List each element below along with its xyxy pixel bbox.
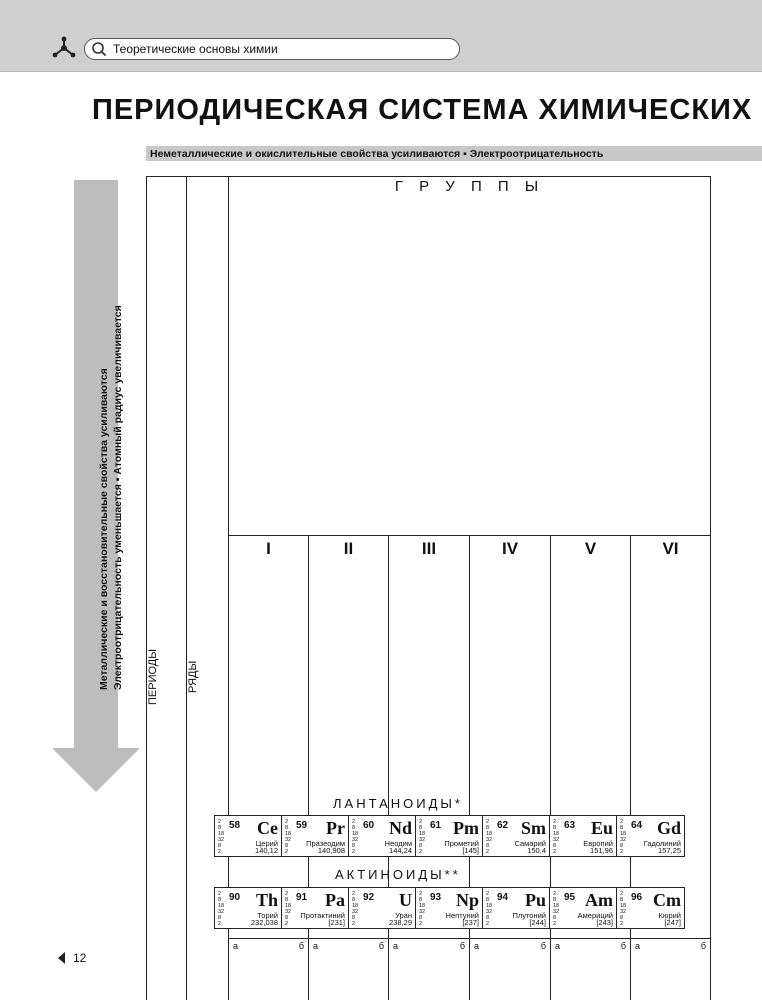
element-symbol: Pa: [325, 890, 345, 910]
series-element-Pr: [282, 816, 349, 856]
series-element-Th: [215, 888, 282, 928]
atomic-number: 93: [430, 892, 442, 903]
subgroup-b: б: [378, 940, 384, 951]
electron-shells: 2 8 18 32 8 2: [419, 891, 426, 927]
actinides-title: АКТИНОИДЫ**: [335, 867, 461, 882]
electron-shells: 2 8 18 32 8 2: [486, 819, 493, 855]
subgroup-b: б: [298, 940, 304, 951]
group-header-3: III: [389, 535, 470, 938]
electron-shells: 2 8 18 32 8 2: [419, 819, 426, 855]
atomic-number: 96: [631, 892, 643, 903]
element-symbol: Sm: [520, 818, 546, 838]
element-name: Кюрий: [658, 911, 681, 920]
series-element-Ce: [215, 816, 282, 856]
atomic-number: 59: [296, 820, 308, 831]
element-symbol: Pr: [326, 818, 345, 838]
atomic-number: 61: [430, 820, 442, 831]
element-name: Прометий: [444, 839, 479, 848]
atomic-number: 62: [497, 820, 509, 831]
atomic-mass: [231]: [328, 918, 345, 927]
element-symbol: Pm: [453, 818, 479, 838]
electron-shells: 2 8 18 32 8 2: [218, 819, 225, 855]
element-symbol: Ce: [257, 818, 278, 838]
element-symbol: U: [399, 890, 412, 910]
actinides-row: [214, 887, 685, 929]
group-subheader-2: [309, 938, 389, 1000]
atomic-number: 95: [564, 892, 576, 903]
electron-shells: 2 8 18 32 8 2: [218, 891, 225, 927]
trend-top-text: Неметаллические и окислительные свойства усиливаются ▪ Электроотрицательность: [150, 147, 604, 160]
atomic-number: 63: [564, 820, 576, 831]
subgroup-labels: [551, 939, 630, 954]
element-symbol: Nd: [388, 818, 412, 838]
element-name: Уран: [395, 911, 412, 920]
electron-shells: 2 8 18 32 8 2: [352, 819, 359, 855]
atomic-number: 91: [296, 892, 308, 903]
electron-shells: 2 8 18 32 8 2: [285, 819, 292, 855]
periods-label: ПЕРИОДЫ: [147, 649, 159, 705]
molecule-icon: [52, 36, 76, 60]
page-number: 12: [73, 951, 87, 965]
electron-shells: 2 8 18 32 8 2: [620, 819, 627, 855]
subgroup-b: б: [540, 940, 546, 951]
trend-down-arrow: [52, 180, 140, 792]
trend-side-line-1: Металлические и восстановительные свойства усиливаются: [98, 368, 110, 690]
group-header-4: IV: [470, 535, 551, 938]
trend-top-band: [146, 146, 762, 161]
element-name: Протактиний: [300, 911, 345, 920]
electron-shells: 2 8 18 32 8 2: [486, 891, 493, 927]
group-subheader-5: [551, 938, 631, 1000]
series-element-Cm: [617, 888, 684, 928]
prev-page-icon[interactable]: [58, 952, 65, 964]
series-element-Pu: [483, 888, 550, 928]
atomic-mass: 150,4: [527, 846, 546, 855]
subgroup-a: а: [474, 940, 480, 951]
atomic-number: 92: [363, 892, 375, 903]
lanthanides-row: [214, 815, 685, 857]
element-name: Плутоний: [512, 911, 546, 920]
groups-header: Г Р У П П Ы: [229, 177, 711, 536]
subgroup-labels: [631, 939, 710, 954]
series-element-Gd: [617, 816, 684, 856]
atomic-number: 94: [497, 892, 509, 903]
lanthanides-title: ЛАНТАНОИДЫ*: [333, 796, 463, 811]
element-name: Празеодим: [306, 839, 345, 848]
rows-label: РЯДЫ: [187, 660, 199, 694]
element-symbol: Pu: [524, 890, 546, 910]
series-element-Pm: [416, 816, 483, 856]
element-symbol: Gd: [656, 818, 681, 838]
electron-shells: 2 8 18 32 8 2: [553, 891, 560, 927]
subgroup-labels: [389, 939, 469, 954]
element-name: Торий: [257, 911, 278, 920]
atomic-mass: [145]: [462, 846, 479, 855]
page-footer: [58, 951, 86, 965]
trend-side-text: [97, 290, 125, 690]
subgroup-a: а: [313, 940, 319, 951]
electron-shells: 2 8 18 32 8 2: [352, 891, 359, 927]
group-header-5: V: [551, 535, 631, 938]
electron-shells: 2 8 18 32 8 2: [620, 891, 627, 927]
group-subheader-1: [229, 938, 309, 1000]
rows-header: [187, 177, 229, 1000]
series-element-Pa: [282, 888, 349, 928]
subgroup-b: б: [620, 940, 626, 951]
element-symbol: Am: [585, 890, 613, 910]
element-symbol: Cm: [653, 890, 681, 910]
element-name: Церий: [255, 839, 278, 848]
atomic-mass: 157,25: [658, 846, 681, 855]
atomic-mass: 238,29: [389, 918, 412, 927]
subgroup-labels: [229, 939, 308, 954]
element-name: Самарий: [514, 839, 546, 848]
element-name: Европий: [583, 839, 613, 848]
atomic-mass: 151,96: [590, 846, 613, 855]
electron-shells: 2 8 18 32 8 2: [553, 819, 560, 855]
atomic-mass: 140,908: [317, 846, 345, 855]
group-subheader-3: [389, 938, 470, 1000]
atomic-mass: [237]: [462, 918, 479, 927]
subgroup-a: а: [555, 940, 561, 951]
subgroup-labels: [309, 939, 388, 954]
subgroup-a: а: [393, 940, 399, 951]
atomic-mass: [247]: [664, 918, 681, 927]
atomic-number: 58: [229, 820, 241, 831]
series-element-U: [349, 888, 416, 928]
element-name: Америций: [577, 911, 613, 920]
breadcrumb[interactable]: [84, 38, 460, 60]
group-header-1: I: [229, 535, 309, 938]
search-icon: [91, 41, 107, 57]
atomic-mass: [244]: [529, 918, 546, 927]
series-element-Np: [416, 888, 483, 928]
element-symbol: Eu: [590, 818, 613, 838]
subgroup-labels: [470, 939, 550, 954]
top-bar: [0, 0, 762, 72]
atomic-mass: 232,038: [250, 918, 278, 927]
subgroup-a: а: [635, 940, 641, 951]
breadcrumb-text: Теоретические основы химии: [113, 42, 278, 56]
group-header-2: II: [309, 535, 389, 938]
atomic-number: 60: [363, 820, 375, 831]
element-name: Неодим: [384, 839, 412, 848]
atomic-mass: [243]: [596, 918, 613, 927]
group-subheader-4: [470, 938, 551, 1000]
element-name: Нептуний: [445, 911, 479, 920]
atomic-mass: 140,12: [255, 846, 278, 855]
subgroup-b: б: [700, 940, 706, 951]
series-element-Sm: [483, 816, 550, 856]
subgroup-b: б: [459, 940, 465, 951]
group-subheader-6: [631, 938, 711, 1000]
atomic-number: 64: [631, 820, 643, 831]
trend-side-line-2: Электроотрицательность уменьшается ▪ Атомный радиус увеличивается: [112, 305, 124, 690]
series-element-Nd: [349, 816, 416, 856]
subgroup-a: а: [233, 940, 239, 951]
group-header-6: VI: [631, 535, 711, 938]
atomic-mass: 144,24: [389, 846, 412, 855]
series-element-Eu: [550, 816, 617, 856]
atomic-number: 90: [229, 892, 241, 903]
series-element-Am: [550, 888, 617, 928]
page-title: ПЕРИОДИЧЕСКАЯ СИСТЕМА ХИМИЧЕСКИХ: [92, 94, 753, 126]
electron-shells: 2 8 18 32 8 2: [285, 891, 292, 927]
element-name: Гадолиний: [643, 839, 681, 848]
element-symbol: Th: [255, 890, 278, 910]
element-symbol: Np: [455, 890, 479, 910]
periods-header: [147, 177, 187, 1000]
